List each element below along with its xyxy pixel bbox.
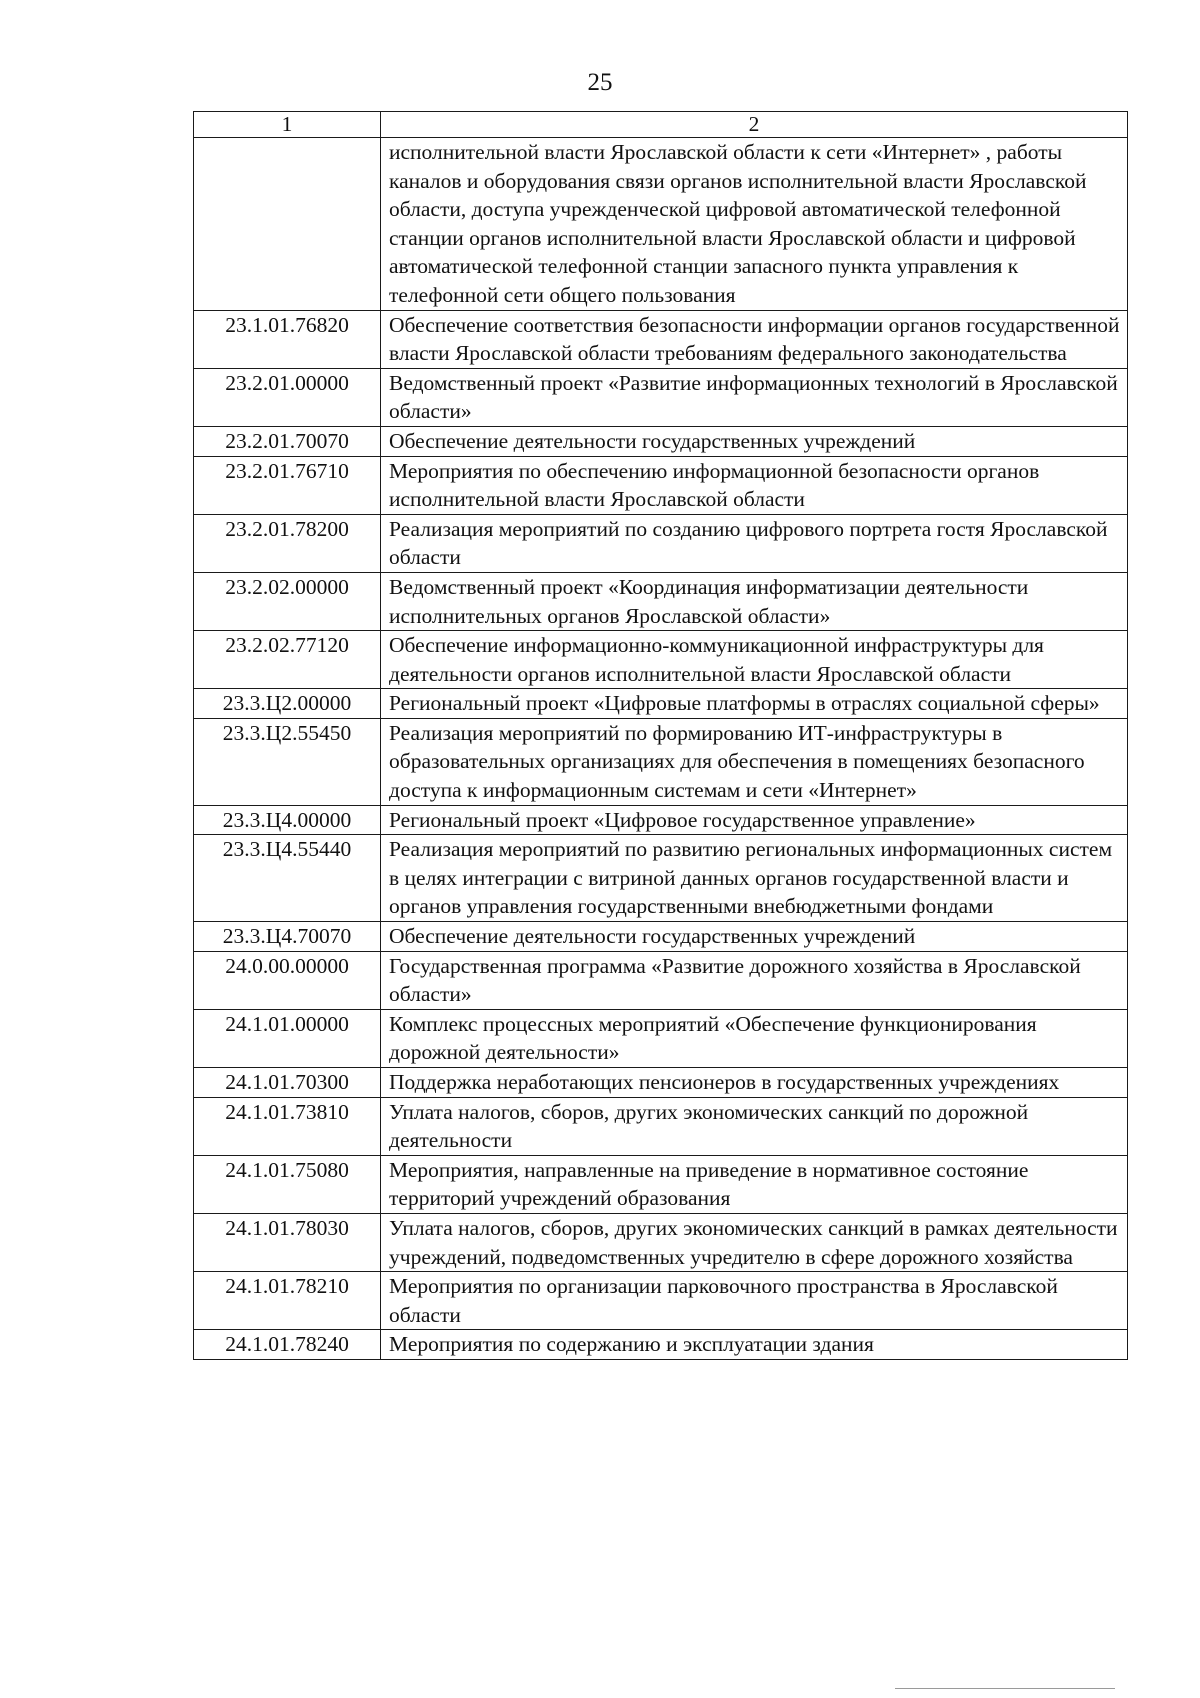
table-row xyxy=(194,1068,1128,1098)
table-row xyxy=(194,138,1128,311)
table-row xyxy=(194,951,1128,1009)
classification-code: 23.3.Ц2.00000 xyxy=(194,689,381,719)
column-header-name: 2 xyxy=(381,112,1128,138)
classification-code: 23.2.01.78200 xyxy=(194,514,381,572)
table-row xyxy=(194,368,1128,426)
classification-code: 23.2.02.00000 xyxy=(194,572,381,630)
expenditure-name: Мероприятия по обеспечению информационной безопасности органов исполнительной власти Ярославской области xyxy=(381,456,1128,514)
table-row xyxy=(194,718,1128,805)
expenditure-name: Реализация мероприятий по развитию региональных информационных систем в целях интеграции с витриной данных органов государственной власти и органов управления государственными внебюджетными фондами xyxy=(381,835,1128,922)
expenditure-name: Ведомственный проект «Координация информатизации деятельности исполнительных органов Ярославской области» xyxy=(381,572,1128,630)
table-row xyxy=(194,689,1128,719)
expenditure-name: Комплекс процессных мероприятий «Обеспечение функционирования дорожной деятельности» xyxy=(381,1009,1128,1067)
expenditure-name: Государственная программа «Развитие дорожного хозяйства в Ярославской области» xyxy=(381,951,1128,1009)
table-row xyxy=(194,514,1128,572)
classification-code: 24.0.00.00000 xyxy=(194,951,381,1009)
classification-code: 23.3.Ц4.70070 xyxy=(194,922,381,952)
expenditure-name: Обеспечение деятельности государственных учреждений xyxy=(381,922,1128,952)
classification-code: 24.1.01.73810 xyxy=(194,1097,381,1155)
table-row xyxy=(194,1330,1128,1360)
expenditure-name: исполнительной власти Ярославской области к сети «Интернет» , работы каналов и оборудования связи органов исполнительной власти Ярославской области, доступа учрежденческой цифровой автоматической телефонной станции органов исполнительной власти Ярославской области и цифровой автоматической телефонной станции запасного пункта управления к телефонной сети общего пользования xyxy=(381,138,1128,311)
classification-code: 23.2.02.77120 xyxy=(194,631,381,689)
table-row xyxy=(194,572,1128,630)
classification-code: 23.3.Ц2.55450 xyxy=(194,718,381,805)
expenditure-name: Обеспечение деятельности государственных учреждений xyxy=(381,426,1128,456)
classification-code: 23.2.01.76710 xyxy=(194,456,381,514)
column-header-code: 1 xyxy=(194,112,381,138)
classification-code: 23.2.01.70070 xyxy=(194,426,381,456)
expenditure-name: Ведомственный проект «Развитие информационных технологий в Ярославской области» xyxy=(381,368,1128,426)
table-row xyxy=(194,1213,1128,1271)
table-row xyxy=(194,1272,1128,1330)
table-row xyxy=(194,1009,1128,1067)
expenditure-name: Мероприятия по организации парковочного пространства в Ярославской области xyxy=(381,1272,1128,1330)
table-row xyxy=(194,310,1128,368)
table-row xyxy=(194,922,1128,952)
classification-code: 23.3.Ц4.55440 xyxy=(194,835,381,922)
classification-code: 24.1.01.78030 xyxy=(194,1213,381,1271)
page-number: 25 xyxy=(587,69,613,96)
classification-code: 24.1.01.78240 xyxy=(194,1330,381,1360)
classification-code: 24.1.01.75080 xyxy=(194,1155,381,1213)
table-row xyxy=(194,805,1128,835)
classification-code xyxy=(194,138,381,311)
expenditure-name: Региональный проект «Цифровое государственное управление» xyxy=(381,805,1128,835)
classification-code: 23.3.Ц4.00000 xyxy=(194,805,381,835)
classification-code: 24.1.01.78210 xyxy=(194,1272,381,1330)
expenditure-name: Реализация мероприятий по созданию цифрового портрета гостя Ярославской области xyxy=(381,514,1128,572)
expenditure-name: Региональный проект «Цифровые платформы в отраслях социальной сферы» xyxy=(381,689,1128,719)
expenditure-name: Уплата налогов, сборов, других экономических санкций по дорожной деятельности xyxy=(381,1097,1128,1155)
table-row xyxy=(194,426,1128,456)
expenditure-name: Поддержка неработающих пенсионеров в государственных учреждениях xyxy=(381,1068,1128,1098)
expenditure-name: Мероприятия по содержанию и эксплуатации здания xyxy=(381,1330,1128,1360)
scan-artifact-line xyxy=(895,1688,1115,1689)
classification-code: 23.1.01.76820 xyxy=(194,310,381,368)
budget-classification-table xyxy=(193,111,1128,1360)
table-row xyxy=(194,456,1128,514)
table-row xyxy=(194,1155,1128,1213)
table-header-row xyxy=(194,112,1128,138)
classification-code: 24.1.01.00000 xyxy=(194,1009,381,1067)
classification-code: 23.2.01.00000 xyxy=(194,368,381,426)
expenditure-name: Обеспечение соответствия безопасности информации органов государственной власти Ярославской области требованиям федерального законодательства xyxy=(381,310,1128,368)
table-row xyxy=(194,835,1128,922)
table-body xyxy=(194,138,1128,1360)
classification-code: 24.1.01.70300 xyxy=(194,1068,381,1098)
expenditure-name: Обеспечение информационно-коммуникационной инфраструктуры для деятельности органов исполнительной власти Ярославской области xyxy=(381,631,1128,689)
expenditure-name: Мероприятия, направленные на приведение в нормативное состояние территорий учреждений образования xyxy=(381,1155,1128,1213)
table-row xyxy=(194,631,1128,689)
table-row xyxy=(194,1097,1128,1155)
expenditure-name: Уплата налогов, сборов, других экономических санкций в рамках деятельности учреждений, подведомственных учредителю в сфере дорожного хозяйства xyxy=(381,1213,1128,1271)
expenditure-name: Реализация мероприятий по формированию ИТ-инфраструктуры в образовательных организациях для обеспечения в помещениях безопасного доступа к информационным системам и сети «Интернет» xyxy=(381,718,1128,805)
